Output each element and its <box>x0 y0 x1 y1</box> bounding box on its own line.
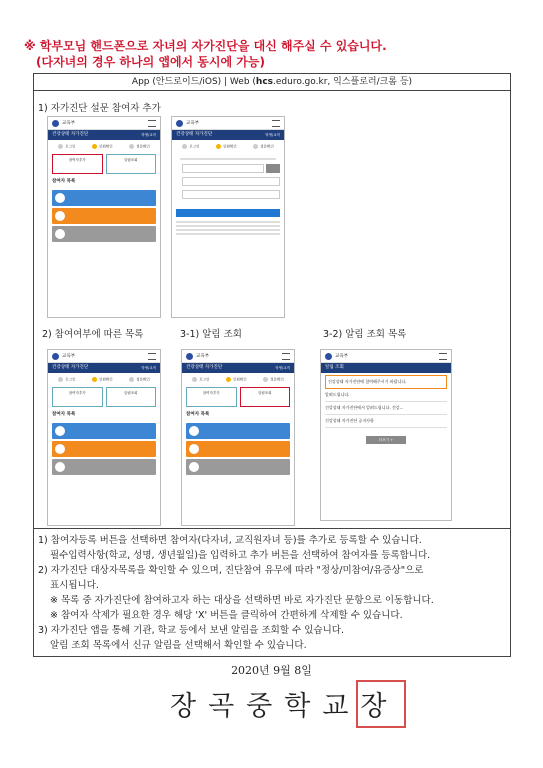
ministry-logo-icon <box>52 353 59 360</box>
participant-card[interactable] <box>52 190 156 206</box>
notice-header-line2: (다자녀의 경우 하나의 앱에서 동시에 가능) <box>36 55 265 69</box>
participant-card[interactable] <box>52 459 156 475</box>
alert-item[interactable]: 건강상태 자가진단에 참여해주시기 바랍니다. <box>325 375 447 389</box>
add-participant-button[interactable]: 참여자추가 <box>52 154 103 174</box>
note-line: 2) 자가진단 대상자목록을 확인할 수 있으며, 진단참여 유무에 따라 "정상/미참여/유증상"으로 <box>38 565 424 576</box>
section-2-label: 2) 참여여부에 따른 목록 <box>42 329 144 340</box>
school-search-button[interactable] <box>266 164 280 173</box>
school-field[interactable] <box>182 164 264 173</box>
phone-add-form: 교육부 건강상태 자가진단 학생/교직 로그인 인원확인 설문확인 <box>171 116 285 318</box>
participant-card[interactable] <box>52 226 156 242</box>
notice-view-button[interactable]: 알림조회 <box>106 387 157 407</box>
instruction-box <box>33 73 511 657</box>
participant-card[interactable] <box>186 441 290 457</box>
url-bold: hcs <box>255 77 274 87</box>
phone-status-list: 교육부 건강상태 자가진단 학생/교직 로그인 인원확인 설문확인 참여자추가 알림조회 참여자 목록 <box>47 349 161 526</box>
menu-icon <box>148 353 156 360</box>
ministry-logo-icon <box>325 353 332 360</box>
phone-alert-list: 교육부 알림 조회 건강상태 자가진단에 참여해주시기 바랍니다. 알려드립니다. 건강상태 자가진단에서 알려드립니다. 건강... 건강상태 자가진단 공지사항 더보기 + <box>320 349 452 521</box>
ministry-logo-icon <box>176 120 183 127</box>
issue-date: 2020년 9월 8일 <box>231 664 312 677</box>
menu-icon <box>439 353 447 360</box>
school-principal-name: 장곡중학교장 <box>170 691 399 722</box>
menu-icon <box>272 120 280 127</box>
birth-field[interactable] <box>182 190 280 199</box>
participant-card[interactable] <box>52 441 156 457</box>
name-field[interactable] <box>182 177 280 186</box>
phone-notice-select: 교육부 건강상태 자가진단 학생/교직 로그인 인원확인 설문확인 참여자추가 알림조회 참여자 목록 <box>181 349 295 526</box>
notes-section <box>34 528 510 651</box>
section-31-label: 3-1) 알림 조회 <box>180 329 242 340</box>
participant-card[interactable] <box>52 423 156 439</box>
ministry-logo-icon <box>186 353 193 360</box>
menu-icon <box>282 353 290 360</box>
participant-card[interactable] <box>186 423 290 439</box>
note-line: 1) 참여자등록 버튼을 선택하면 참여자(다자녀, 교직원자녀 등)를 추가로 등록할 수 있습니다. <box>38 535 422 546</box>
add-participant-button[interactable]: 참여자추가 <box>186 387 237 407</box>
participant-card[interactable] <box>186 459 290 475</box>
note-line: ※ 목록 중 자가진단에 참여하고자 하는 대상을 선택하면 바로 자가진단 문항으로 이동합니다. <box>50 595 434 606</box>
more-button[interactable]: 더보기 + <box>366 436 406 444</box>
notice-header-line1: ※ 학부모님 핸드폰으로 자녀의 자가진단을 대신 해주실 수 있습니다. <box>24 39 387 53</box>
section-1-label: 1) 자가진단 설문 참여자 추가 <box>38 103 161 114</box>
official-seal-icon <box>356 680 406 728</box>
notice-view-button[interactable]: 알림조회 <box>106 154 157 174</box>
participant-card[interactable] <box>52 208 156 224</box>
note-line: 3) 자가진단 앱을 통해 기관, 학교 등에서 보낸 알림을 조회할 수 있습니다. <box>38 625 344 636</box>
section-32-label: 3-2) 알림 조회 목록 <box>323 329 407 340</box>
add-participant-button[interactable]: 참여자추가 <box>52 387 103 407</box>
note-line: 알림 조회 목록에서 신규 알림을 선택해서 확인할 수 있습니다. <box>50 640 307 651</box>
phone-participant-list: 교육부 건강상태 자가진단 학생/교직 로그인 인원확인 설문확인 참여자추가 알림조회 참여자 목록 <box>47 116 161 318</box>
ministry-logo-icon <box>52 120 59 127</box>
menu-icon <box>148 120 156 127</box>
note-line: 필수입력사항(학교, 성명, 생년월일)을 입력하고 추가 버튼을 선택하여 참여자를 등록합니다. <box>50 550 431 561</box>
alert-item[interactable]: 건강상태 자가진단에서 알려드립니다. 건강... <box>325 402 447 415</box>
note-line: ※ 참여자 삭제가 필요한 경우 해당 'X' 버튼을 클릭하여 간편하게 삭제할 수 있습니다. <box>50 610 403 621</box>
notice-view-button[interactable]: 알림조회 <box>240 387 291 407</box>
note-line: 표시됩니다. <box>50 580 99 591</box>
platform-line: App (안드로이드/iOS) | Web (hcs.eduro.go.kr, 익스플로러/크롬 등) <box>34 74 510 91</box>
alert-item[interactable]: 건강상태 자가진단 공지사항 <box>325 415 447 428</box>
add-submit-button[interactable] <box>176 209 280 217</box>
alert-item[interactable]: 알려드립니다. <box>325 389 447 402</box>
